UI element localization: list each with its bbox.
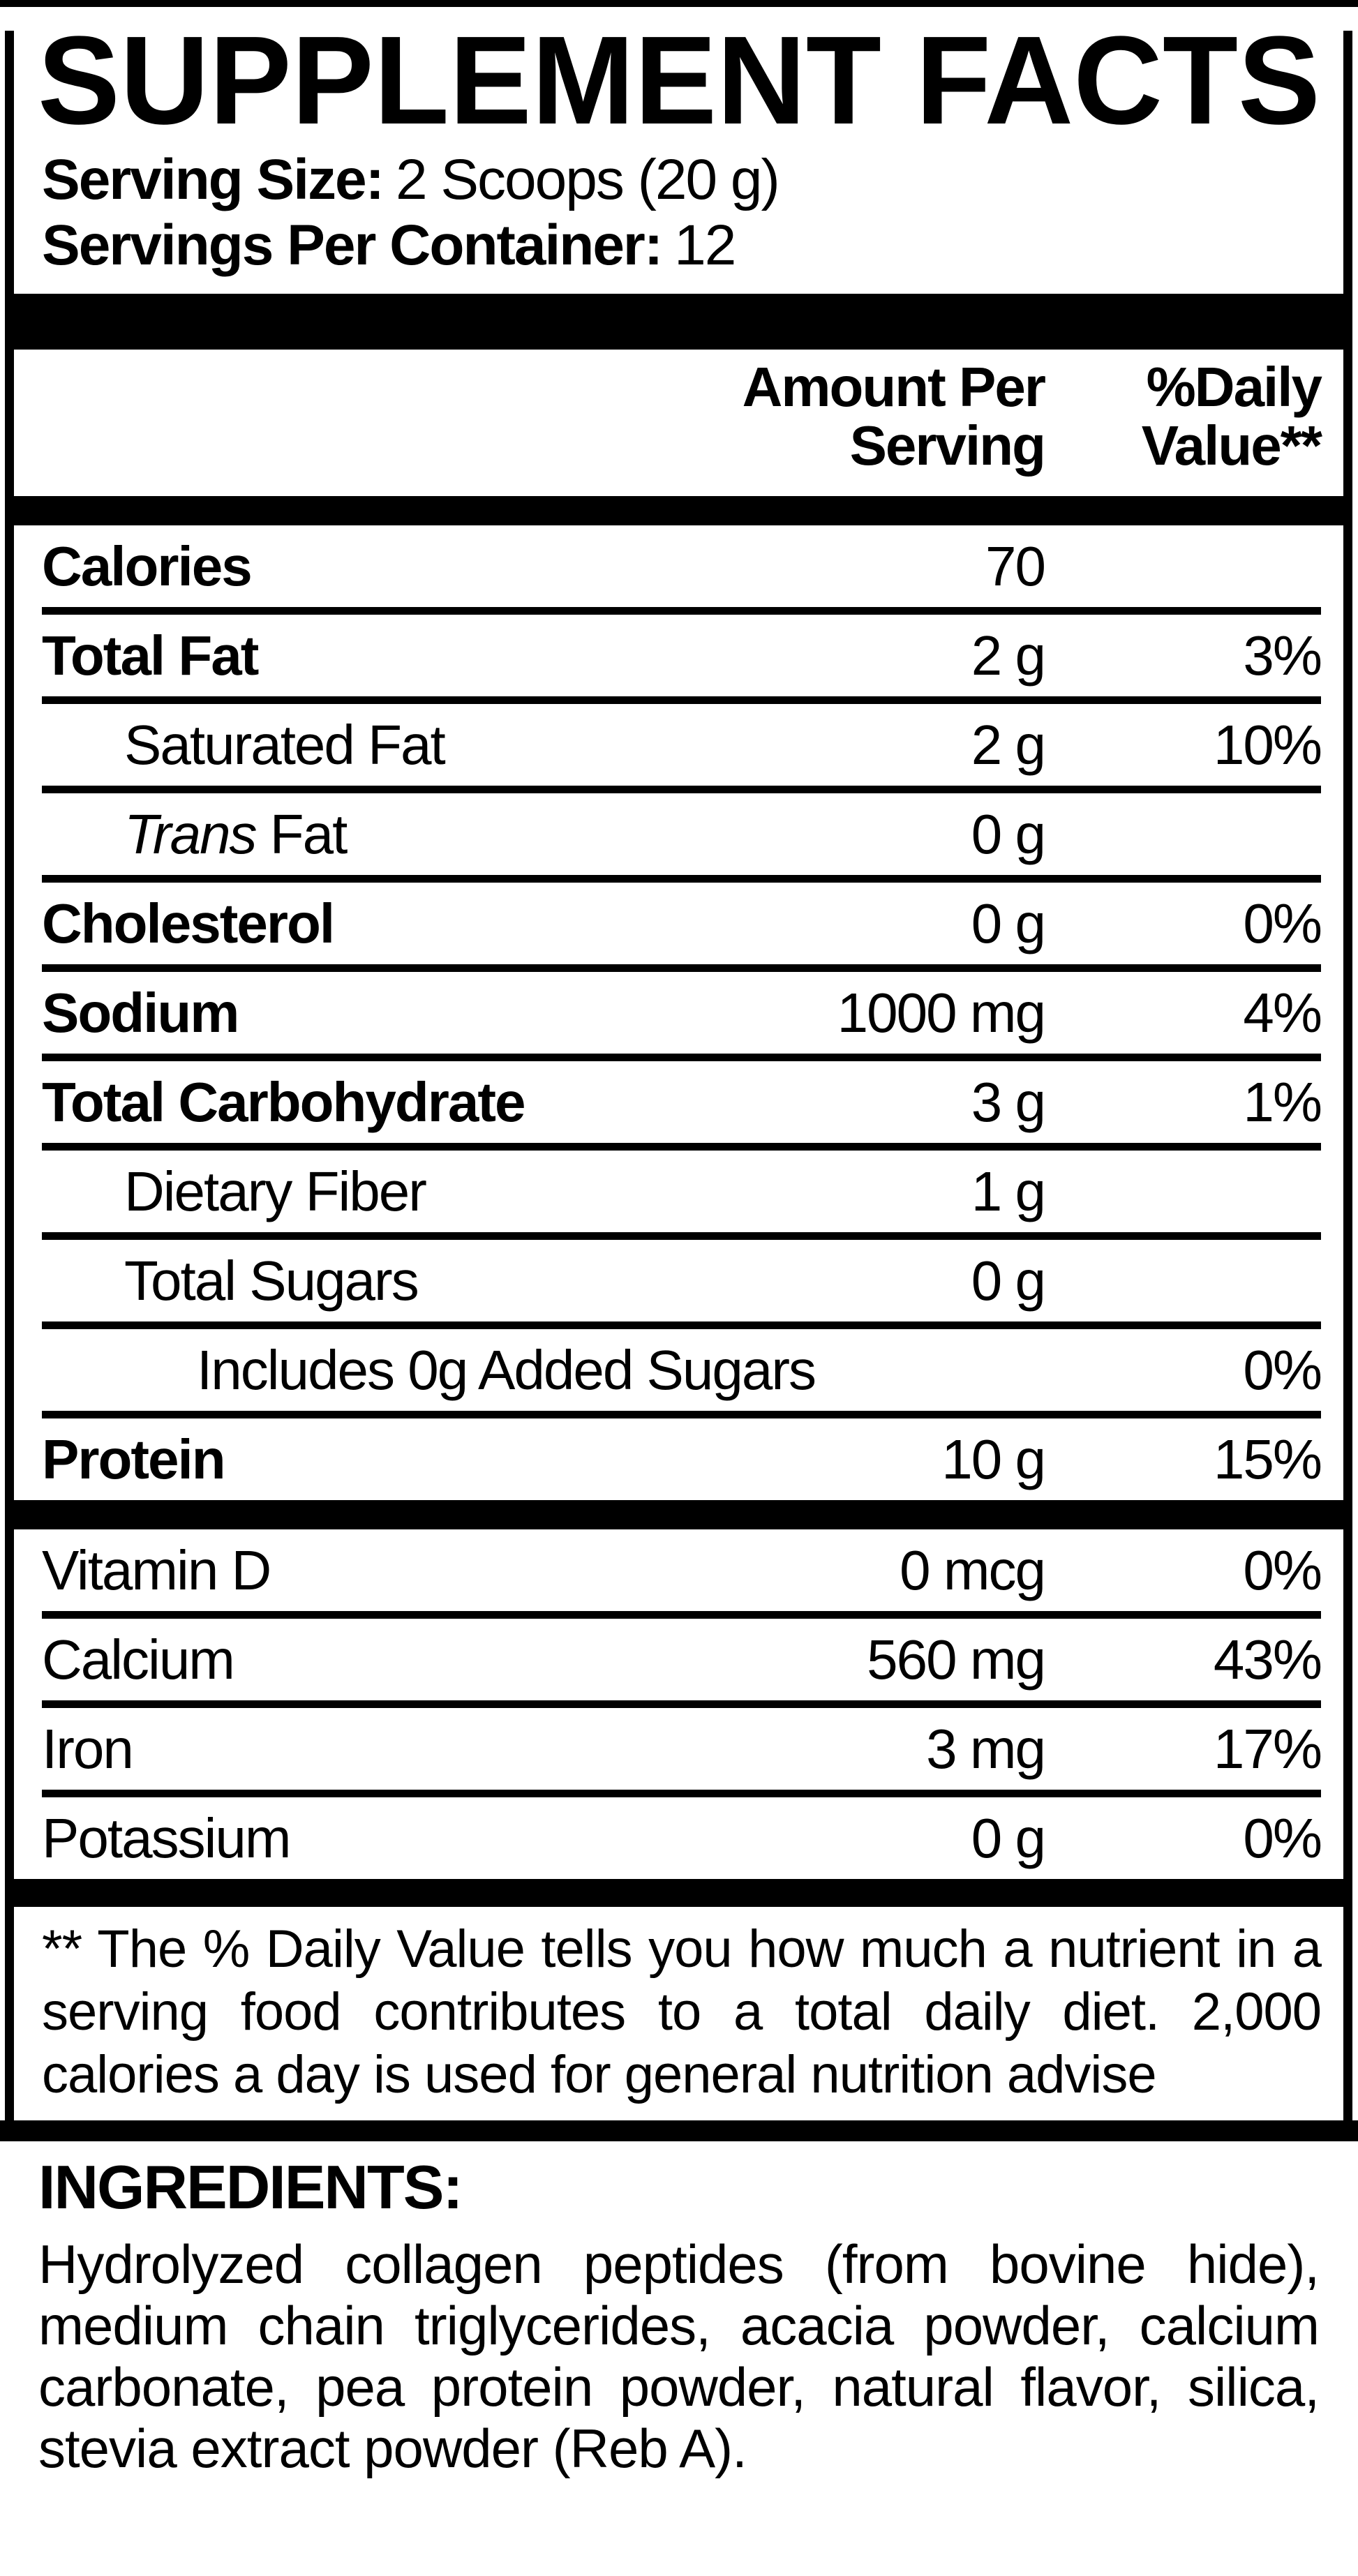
nutrient-dv: 3%: [1243, 624, 1321, 687]
nutrient-dv: 0%: [1243, 1538, 1321, 1601]
nutrient-amount: 0 g: [971, 892, 1045, 954]
nutrient-amount: 2 g: [971, 624, 1045, 687]
nutrient-name: Total Fat: [42, 624, 258, 687]
nutrient-dv: 17%: [1213, 1717, 1321, 1780]
nutrient-name: [124, 802, 346, 867]
servings-per-container-value: 12: [674, 214, 736, 277]
nutrient-dv: 43%: [1213, 1628, 1321, 1691]
table-row-potassium: [42, 1797, 1321, 1879]
table-row-dietary-fiber: [42, 1151, 1321, 1240]
serving-size-line: [42, 147, 1321, 213]
amount-header-line1: Amount Per: [742, 356, 1045, 418]
thick-divider-bar: [14, 294, 1343, 350]
nutrient-name: Dietary Fiber: [124, 1160, 426, 1222]
nutrient-amount: 2 g: [971, 713, 1045, 776]
nutrient-name: Total Carbohydrate: [42, 1070, 525, 1133]
ingredients-section: [0, 2141, 1358, 2479]
serving-size-label: Serving Size:: [42, 148, 383, 211]
panel-top-border: [0, 0, 1358, 7]
nutrient-name: Saturated Fat: [124, 713, 445, 776]
nutrient-name: Calories: [42, 534, 251, 597]
table-row-total-fat: [42, 615, 1321, 704]
nutrient-dv: 10%: [1213, 713, 1321, 776]
ingredients-text: Hydrolyzed collagen peptides (from bovine hide), medium chain triglycerides, acacia powder, calcium carbonate, pea protein powder, natural flavor, silica, stevia extract powder (Reb A).: [38, 2233, 1319, 2479]
panel-title-svg: [38, 31, 1329, 139]
table-row-vitamin-d: [42, 1529, 1321, 1619]
nutrient-amount: 0 mcg: [900, 1538, 1045, 1601]
nutrient-amount: 0 g: [971, 1249, 1045, 1312]
nutrient-name: Cholesterol: [42, 892, 334, 954]
nutrient-name: Total Sugars: [124, 1249, 418, 1312]
supplement-facts-panel: [5, 31, 1352, 2120]
nutrient-amount: 1 g: [971, 1160, 1045, 1222]
servings-per-container-label: Servings Per Container:: [42, 214, 662, 277]
vitamin-table: [14, 1529, 1343, 1879]
nutrient-name: Vitamin D: [42, 1538, 271, 1601]
servings-per-container-line: [42, 213, 1321, 278]
nutrient-dv: 0%: [1243, 892, 1321, 954]
protein-divider-bar: [14, 1500, 1343, 1529]
page-title: SUPPLEMENT FACTS: [38, 31, 1320, 139]
nutrient-dv: 1%: [1243, 1070, 1321, 1133]
nutrient-name: Iron: [42, 1717, 133, 1780]
table-row-iron: [42, 1708, 1321, 1797]
daily-value-footnote: ** The % Daily Value tells you how much a nutrient in a serving food contributes to a total daily diet. 2,000 calories a day is used for general nutrition advise: [42, 1919, 1321, 2104]
table-row-saturated-fat: [42, 704, 1321, 793]
nutrient-amount: 560 mg: [867, 1628, 1045, 1691]
nutrient-amount: 0 g: [971, 1806, 1045, 1869]
table-row-total-carbohydrate: [42, 1061, 1321, 1151]
trans-rest: Fat: [269, 802, 347, 865]
dv-header-line1: %Daily: [1146, 356, 1321, 418]
nutrient-dv: 4%: [1243, 981, 1321, 1044]
trans-italic: Trans: [124, 802, 256, 865]
table-row-added-sugars: [42, 1329, 1321, 1418]
nutrient-dv: 0%: [1243, 1338, 1321, 1401]
panel-bottom-border: [0, 2120, 1358, 2141]
nutrient-amount: 0 g: [971, 802, 1045, 865]
nutrient-amount: 3 g: [971, 1070, 1045, 1133]
table-row-protein: [42, 1418, 1321, 1500]
nutrient-name: Includes 0g Added Sugars: [197, 1338, 816, 1401]
nutrient-table: [14, 525, 1343, 1500]
nutrient-name: Calcium: [42, 1628, 234, 1691]
footnote-divider-bar: [14, 1879, 1343, 1907]
table-row-calcium: [42, 1619, 1321, 1708]
amount-header-line2: Serving: [849, 414, 1045, 477]
header-divider-bar: [14, 496, 1343, 525]
table-row-total-sugars: [42, 1240, 1321, 1329]
table-row-cholesterol: [42, 883, 1321, 972]
ingredients-heading: INGREDIENTS:: [38, 2152, 462, 2222]
table-row-sodium: [42, 972, 1321, 1061]
amount-per-serving-header: [743, 358, 1045, 475]
nutrient-amount: 1000 mg: [837, 981, 1045, 1044]
table-row-trans-fat: [42, 793, 1321, 883]
serving-size-value: 2 Scoops (20 g): [395, 148, 779, 211]
table-column-header: [42, 350, 1321, 485]
panel-title-block: [14, 31, 1343, 139]
nutrient-amount: 70: [985, 534, 1045, 597]
daily-value-header: [1142, 358, 1321, 475]
nutrient-name: Potassium: [42, 1806, 290, 1869]
nutrient-name: Sodium: [42, 981, 239, 1044]
nutrient-amount: 10 g: [941, 1428, 1045, 1490]
nutrient-dv: 15%: [1213, 1428, 1321, 1490]
dv-header-line2: Value**: [1141, 414, 1321, 477]
nutrient-name: Protein: [42, 1428, 225, 1490]
nutrient-amount: 3 mg: [926, 1717, 1045, 1780]
nutrient-dv: 0%: [1243, 1806, 1321, 1869]
table-row-calories: [42, 525, 1321, 615]
